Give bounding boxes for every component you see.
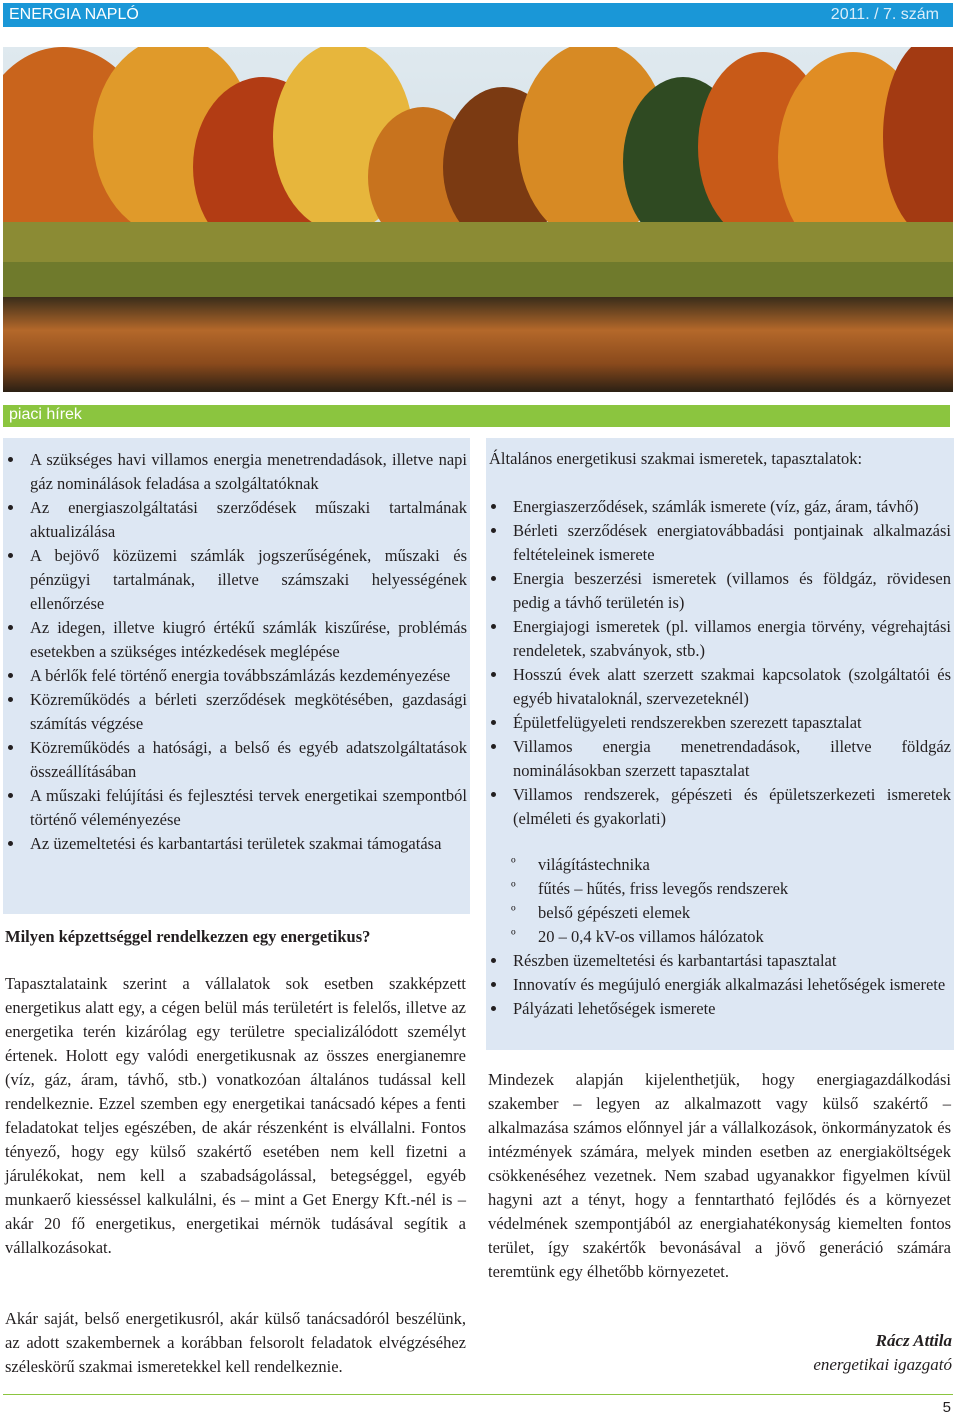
list-item: Hosszú évek alatt szerzett szakmai kapcsolatok (szolgáltatói és egyéb hivataloknál, szervezeteknél) bbox=[486, 663, 951, 711]
skills-list bbox=[486, 495, 951, 831]
tasks-list bbox=[3, 448, 467, 856]
list-item: Bérleti szerződések energiatovábbadási pontjainak alkalmazási feltételeinek ismerete bbox=[486, 519, 951, 567]
skills-heading: Általános energetikusi szakmai ismeretek, tapasztalatok: bbox=[489, 449, 863, 468]
list-item: A bérlők felé történő energia továbbszámlázás kezdeményezése bbox=[3, 664, 467, 688]
body-paragraph: Tapasztalataink szerint a vállalatok sok esetben szakképzett energetikus alatt egy, a cégen belül más területért is felelős, illetve az energetika terén kizárólag egy területre specializálódott személyt értenek. Holott egy valódi energetikusnak az összes energianemre (víz, gáz, áram, távhő, stb.) vonatkozóan általános tudással kell rendelkeznie. Ezzel szemben egy energetikai tanácsadó képes a fenti feladatokat teljes egészében, de akár részenként is elvállalni. Fontos tényező, hogy egy külső szakértő esetében nem kell fizetni a járulékokat, nem kell a szabadságolással, betegséggel, egyéb munkaerő kiesséssel kalkulálni, és – mint a Get Energy Kft.-nél is – akár 20 fő energetikus, energetikai mérnök tudásával segítik a vállalkozásokat. bbox=[5, 974, 466, 1257]
list-item: Közreműködés a hatósági, a belső és egyéb adatszolgáltatások összeállításában bbox=[3, 736, 467, 784]
list-item: Energiaszerződések, számlák ismerete (víz, gáz, áram, távhő) bbox=[486, 495, 951, 519]
sub-list-item: º világítástechnika bbox=[486, 853, 951, 877]
author-role: energetikai igazgató bbox=[813, 1355, 952, 1374]
list-item: Innovatív és megújuló energiák alkalmazási lehetőségek ismerete bbox=[486, 973, 951, 997]
list-item: Energiajogi ismeretek (pl. villamos energia törvény, végrehajtási rendeletek, szabványok, stb.) bbox=[486, 615, 951, 663]
sub-list-item: º fűtés – hűtés, friss levegős rendszerek bbox=[486, 877, 951, 901]
list-item: A bejövő közüzemi számlák jogszerűségének, műszaki és pénzügyi tartalmának, illetve számszaki helyességének ellenőrzése bbox=[3, 544, 467, 616]
list-item: Az idegen, illetve kiugró értékű számlák kiszűrése, problémás esetekben a szükséges intézkedések meglépése bbox=[3, 616, 467, 664]
body-paragraph: Mindezek alapján kijelenthetjük, hogy energiagazdálkodási szakember – legyen az alkalmazott vagy külső szakértő – alkalmazása számos előnnyel jár a vállalkozások, önkormányzatok és intézmények számára, melyek minden esetben az energiaköltségek csökkenéséhez vezetnek. Nem szabad ugyanakkor figyelmen kívül hagyni azt a tényt, hogy a fenntartható fejlődés és a környezet védelmének szempontjából az energiahatékonyság kiemelten fontos terület, így szakértők bevonásával a jövő generáció számára teremtünk egy élhetőbb környezetet. bbox=[488, 1070, 951, 1281]
list-item: Az üzemeltetési és karbantartási területek szakmai támogatása bbox=[3, 832, 467, 856]
footer-rule bbox=[3, 1394, 953, 1395]
list-item: Közreműködés a bérleti szerződések megkötésében, gazdasági számítás végzése bbox=[3, 688, 467, 736]
list-item: Pályázati lehetőségek ismerete bbox=[486, 997, 951, 1021]
autumn-lake-photo bbox=[3, 47, 953, 392]
sub-list-item: º 20 – 0,4 kV-os villamos hálózatok bbox=[486, 925, 951, 949]
list-item: Az energiaszolgáltatási szerződések műszaki tartalmának aktualizálása bbox=[3, 496, 467, 544]
list-item: Villamos energia menetrendadások, illetve földgáz nominálásokban szerzett tapasztalat bbox=[486, 735, 951, 783]
issue-label: 2011. / 7. szám bbox=[830, 6, 939, 23]
list-item: Épületfelügyeleti rendszerekben szerezett tapasztalat bbox=[486, 711, 951, 735]
sub-list-item: º belső gépészeti elemek bbox=[486, 901, 951, 925]
author-name: Rácz Attila bbox=[875, 1331, 952, 1350]
body-paragraph: Akár saját, belső energetikusról, akár külső tanácsadóról beszélünk, az adott szakembernek a korábban felsorolt feladatok elvégzéséhez széleskörű szakmai ismeretekkel kell rendelkeznie. bbox=[5, 1309, 466, 1376]
section-bar bbox=[3, 405, 950, 427]
autumn-trees-illustration bbox=[3, 47, 953, 392]
magazine-title: ENERGIA NAPLÓ bbox=[9, 6, 139, 23]
tasks-box bbox=[3, 438, 470, 914]
list-item: A műszaki felújítási és fejlesztési tervek energetikai szempontból történő véleményezése bbox=[3, 784, 467, 832]
list-item-text: Villamos rendszerek, gépészeti és épületszerkezeti ismeretek (elméleti és gyakorlati) bbox=[513, 785, 951, 828]
section-label: piaci hírek bbox=[9, 406, 82, 423]
sub-list bbox=[486, 853, 951, 949]
list-item: Energia beszerzési ismeretek (villamos és földgáz, rövidesen pedig a távhő területén is) bbox=[486, 567, 951, 615]
question-heading: Milyen képzettséggel rendelkezzen egy energetikus? bbox=[5, 927, 371, 946]
list-item: A szükséges havi villamos energia menetrendadások, illetve napi gáz nominálások feladása a szolgáltatóknak bbox=[3, 448, 467, 496]
page-header bbox=[3, 3, 953, 27]
skills-list-continued bbox=[486, 949, 951, 1021]
page-number: 5 bbox=[942, 1399, 951, 1416]
list-item: Részben üzemeltetési és karbantartási tapasztalat bbox=[486, 949, 951, 973]
list-item bbox=[486, 783, 951, 831]
